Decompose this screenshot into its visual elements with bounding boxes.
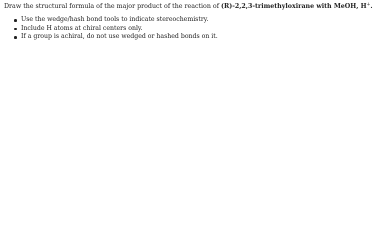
instruction-text: If a group is achiral, do not use wedged or hashed bonds on it.: [21, 33, 218, 41]
question-panel: [0, 0, 373, 72]
bullet-icon: [14, 28, 17, 31]
reactant-name: (R)-2,2,3-trimethyloxirane with MeOH, H: [221, 3, 367, 10]
question-suffix: .: [370, 3, 373, 10]
instruction-item: [14, 33, 350, 42]
instruction-list: [4, 16, 350, 42]
instruction-text: Include H atoms at chiral centers only.: [21, 24, 143, 32]
instruction-item: [14, 16, 350, 25]
question-text: [4, 2, 373, 11]
bullet-icon: [14, 19, 17, 22]
bullet-icon: [14, 36, 17, 39]
instruction-text: Use the wedge/hash bond tools to indicate stereochemistry.: [21, 16, 209, 23]
question-prefix: Draw the structural formula of the major product of the reaction of: [4, 3, 222, 10]
instruction-item: [14, 25, 350, 34]
proton-superscript: +: [366, 2, 371, 8]
